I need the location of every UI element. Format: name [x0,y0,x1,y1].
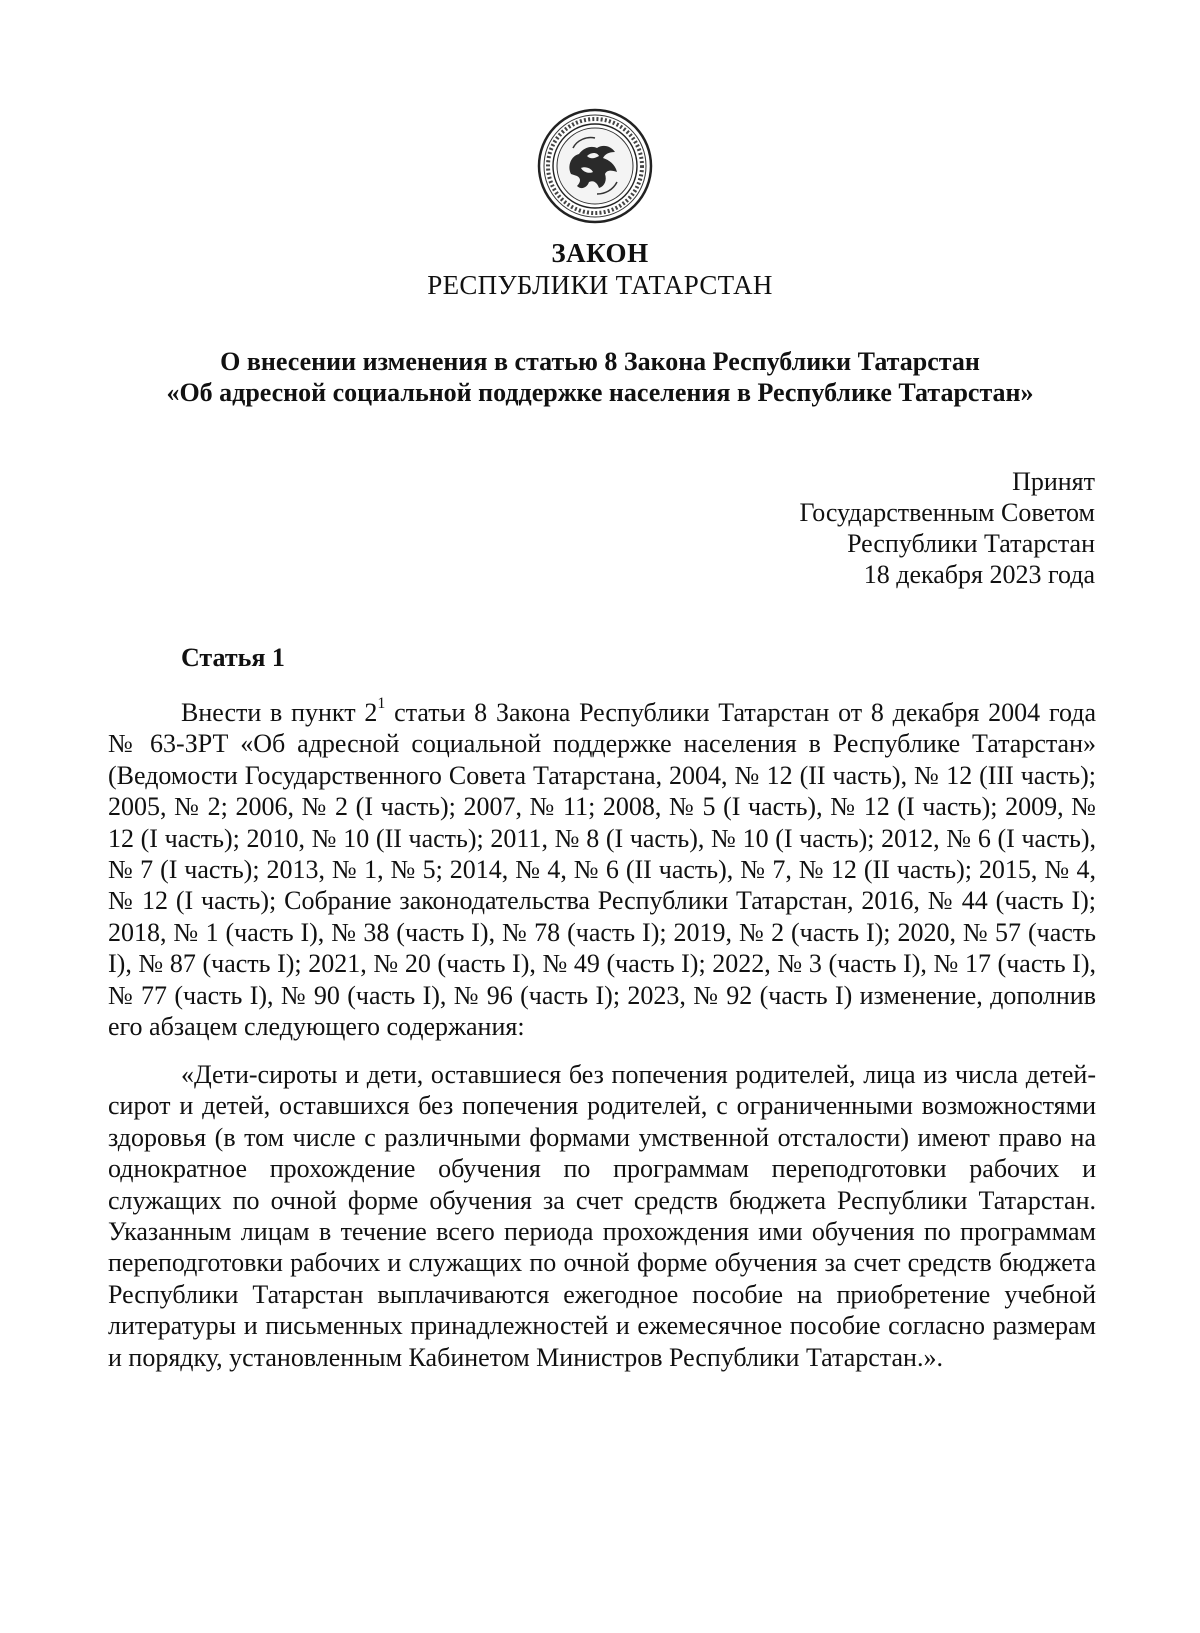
article-title: Статья 1 [181,643,285,672]
adoption-line-1: Принят [1012,467,1095,496]
law-heading-line-2: «Об адресной социальной поддержке населения в Республике Татарстан» [166,378,1034,407]
adoption-block [799,466,1095,590]
law-heading-line-1: О внесении изменения в статью 8 Закона Республики Татарстан [220,347,980,376]
adoption-date: 18 декабря 2023 года [863,560,1095,589]
adoption-line-2: Государственным Советом [799,498,1095,527]
paragraph-1-rest: статьи 8 Закона Республики Татарстан от 8 декабря 2004 года № 63-ЗРТ «Об адресной социальной поддержке населения в Республике Татарстан» (Ведомости Государственного Совета Татарстана, 2004, № 12 (II часть), № 12 (III часть); 2005, № 2; 2006, № 2 (I часть); 2007, № 11; 2008, № 5 (I часть), № 12 (I часть); 2009, № 12 (I часть); 2010, № 10 (II часть); 2011, № 8 (I часть), № 10 (I часть); 2012, № 6 (I часть), № 7 (I часть); 2013, № 1, № 5; 2014, № 4, № 6 (II часть), № 7, № 12 (II часть); 2015, № 4, № 12 (I часть); Собрание законодательства Республики Татарстан, 2016, № 44 (часть I); 2018, № 1 (часть I), № 38 (часть I), № 78 (часть I); 2019, № 2 (часть I); 2020, № 57 (часть I), № 87 (часть I); 2021, № 20 (часть I), № 49 (часть I); 2022, № 3 (часть I), № 17 (часть I), № 77 (часть I), № 90 (часть I), № 96 (часть I); 2023, № 92 (часть I) изменение, дополнив его абзацем следующего содержания: [108,698,1096,1042]
article-paragraph-1 [108,697,1096,1042]
coat-of-arms-icon [537,108,653,224]
paragraph-1-start: Внести в пункт 2 [181,698,378,727]
paragraph-1-superscript: 1 [377,695,386,713]
article-paragraph-2: «Дети-сироты и дети, оставшиеся без попечения родителей, лица из числа детей-сирот и детей, оставшихся без попечения родителей, с ограниченными возможностями здоровья (в том числе с различными формами умственной отсталости) имеют право на однократное прохождение обучения по программам переподготовки рабочих и служащих по очной форме обучения за счет средств бюджета Республики Татарстан. Указанным лицам в течение всего периода прохождения ими обучения по программам переподготовки рабочих и служащих по очной форме обучения за счет средств бюджета Республики Татарстан выплачиваются ежегодное пособие на приобретение учебной литературы и письменных принадлежностей и ежемесячное пособие согласно размерам и порядку, установленным Кабинетом Министров Республики Татарстан.». [108,1060,1096,1372]
law-subtitle: РЕСПУБЛИКИ ТАТАРСТАН [427,270,773,300]
adoption-line-3: Республики Татарстан [847,529,1095,558]
law-title: ЗАКОН [551,238,649,268]
